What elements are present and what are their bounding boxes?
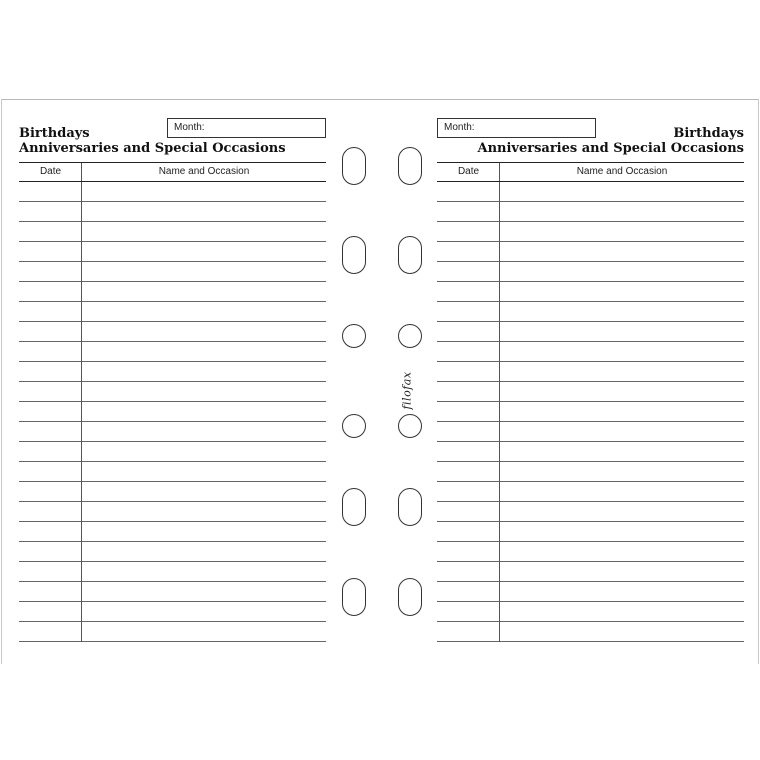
table-row[interactable] [19, 242, 326, 262]
table-rows [437, 182, 744, 642]
column-divider [81, 162, 82, 642]
month-label: Month: [444, 122, 475, 133]
table-row[interactable] [19, 182, 326, 202]
table-row[interactable] [437, 262, 744, 282]
table-row[interactable] [19, 582, 326, 602]
table-row[interactable] [437, 562, 744, 582]
table-row[interactable] [19, 402, 326, 422]
name-column-header: Name and Occasion [158, 166, 250, 177]
table-row[interactable] [437, 362, 744, 382]
table-row[interactable] [437, 402, 744, 422]
punch-hole [342, 324, 366, 348]
title-birthdays: Birthdays [673, 126, 744, 141]
table-rows [19, 182, 326, 642]
table-row[interactable] [437, 322, 744, 342]
punch-hole [398, 414, 422, 438]
table-row[interactable] [19, 422, 326, 442]
punch-hole [398, 488, 422, 526]
table-row[interactable] [437, 502, 744, 522]
month-label: Month: [174, 122, 205, 133]
table-row[interactable] [19, 522, 326, 542]
table-row[interactable] [437, 242, 744, 262]
punch-hole [342, 236, 366, 274]
punch-hole [398, 236, 422, 274]
column-divider [499, 162, 500, 642]
table-row[interactable] [437, 482, 744, 502]
table-row[interactable] [19, 302, 326, 322]
table-row[interactable] [437, 182, 744, 202]
table-row[interactable] [437, 302, 744, 322]
month-field[interactable] [167, 118, 326, 138]
left-page [2, 100, 332, 664]
filofax-logo: filofax [400, 371, 414, 410]
table-row[interactable] [19, 202, 326, 222]
title-occasions: Anniversaries and Special Occasions [477, 141, 744, 156]
punch-hole [398, 324, 422, 348]
table-row[interactable] [19, 262, 326, 282]
table-row[interactable] [437, 422, 744, 442]
punch-hole [342, 147, 366, 185]
name-column-header: Name and Occasion [576, 166, 668, 177]
table-row[interactable] [19, 502, 326, 522]
title-occasions: Anniversaries and Special Occasions [19, 141, 286, 156]
punch-hole [398, 578, 422, 616]
table-row[interactable] [19, 342, 326, 362]
table-row[interactable] [19, 482, 326, 502]
table-row[interactable] [437, 522, 744, 542]
right-page [434, 100, 760, 664]
table-row[interactable] [19, 282, 326, 302]
punch-hole [342, 488, 366, 526]
table-row[interactable] [19, 542, 326, 562]
punch-hole [342, 578, 366, 616]
page-title [477, 126, 744, 156]
table-row[interactable] [437, 282, 744, 302]
punch-hole [342, 414, 366, 438]
title-birthdays: Birthdays [19, 126, 90, 141]
date-column-header: Date [457, 166, 480, 177]
table-row[interactable] [437, 462, 744, 482]
table-row[interactable] [437, 222, 744, 242]
date-column-header: Date [39, 166, 62, 177]
table-row[interactable] [437, 542, 744, 562]
table-row[interactable] [19, 382, 326, 402]
table-row[interactable] [437, 582, 744, 602]
table-row[interactable] [19, 322, 326, 342]
table-row[interactable] [19, 442, 326, 462]
table-row[interactable] [19, 562, 326, 582]
entries-table [437, 162, 744, 642]
table-row[interactable] [19, 362, 326, 382]
table-row[interactable] [437, 342, 744, 362]
ring-binder-holes [332, 100, 434, 664]
table-row[interactable] [437, 602, 744, 622]
organiser-sheet [1, 99, 759, 664]
table-row[interactable] [19, 602, 326, 622]
table-row[interactable] [19, 622, 326, 642]
table-row[interactable] [437, 382, 744, 402]
table-row[interactable] [19, 222, 326, 242]
table-row[interactable] [19, 462, 326, 482]
table-row[interactable] [437, 442, 744, 462]
table-row[interactable] [437, 202, 744, 222]
table-header [437, 162, 744, 182]
punch-hole [398, 147, 422, 185]
entries-table [19, 162, 326, 642]
table-row[interactable] [437, 622, 744, 642]
table-header [19, 162, 326, 182]
